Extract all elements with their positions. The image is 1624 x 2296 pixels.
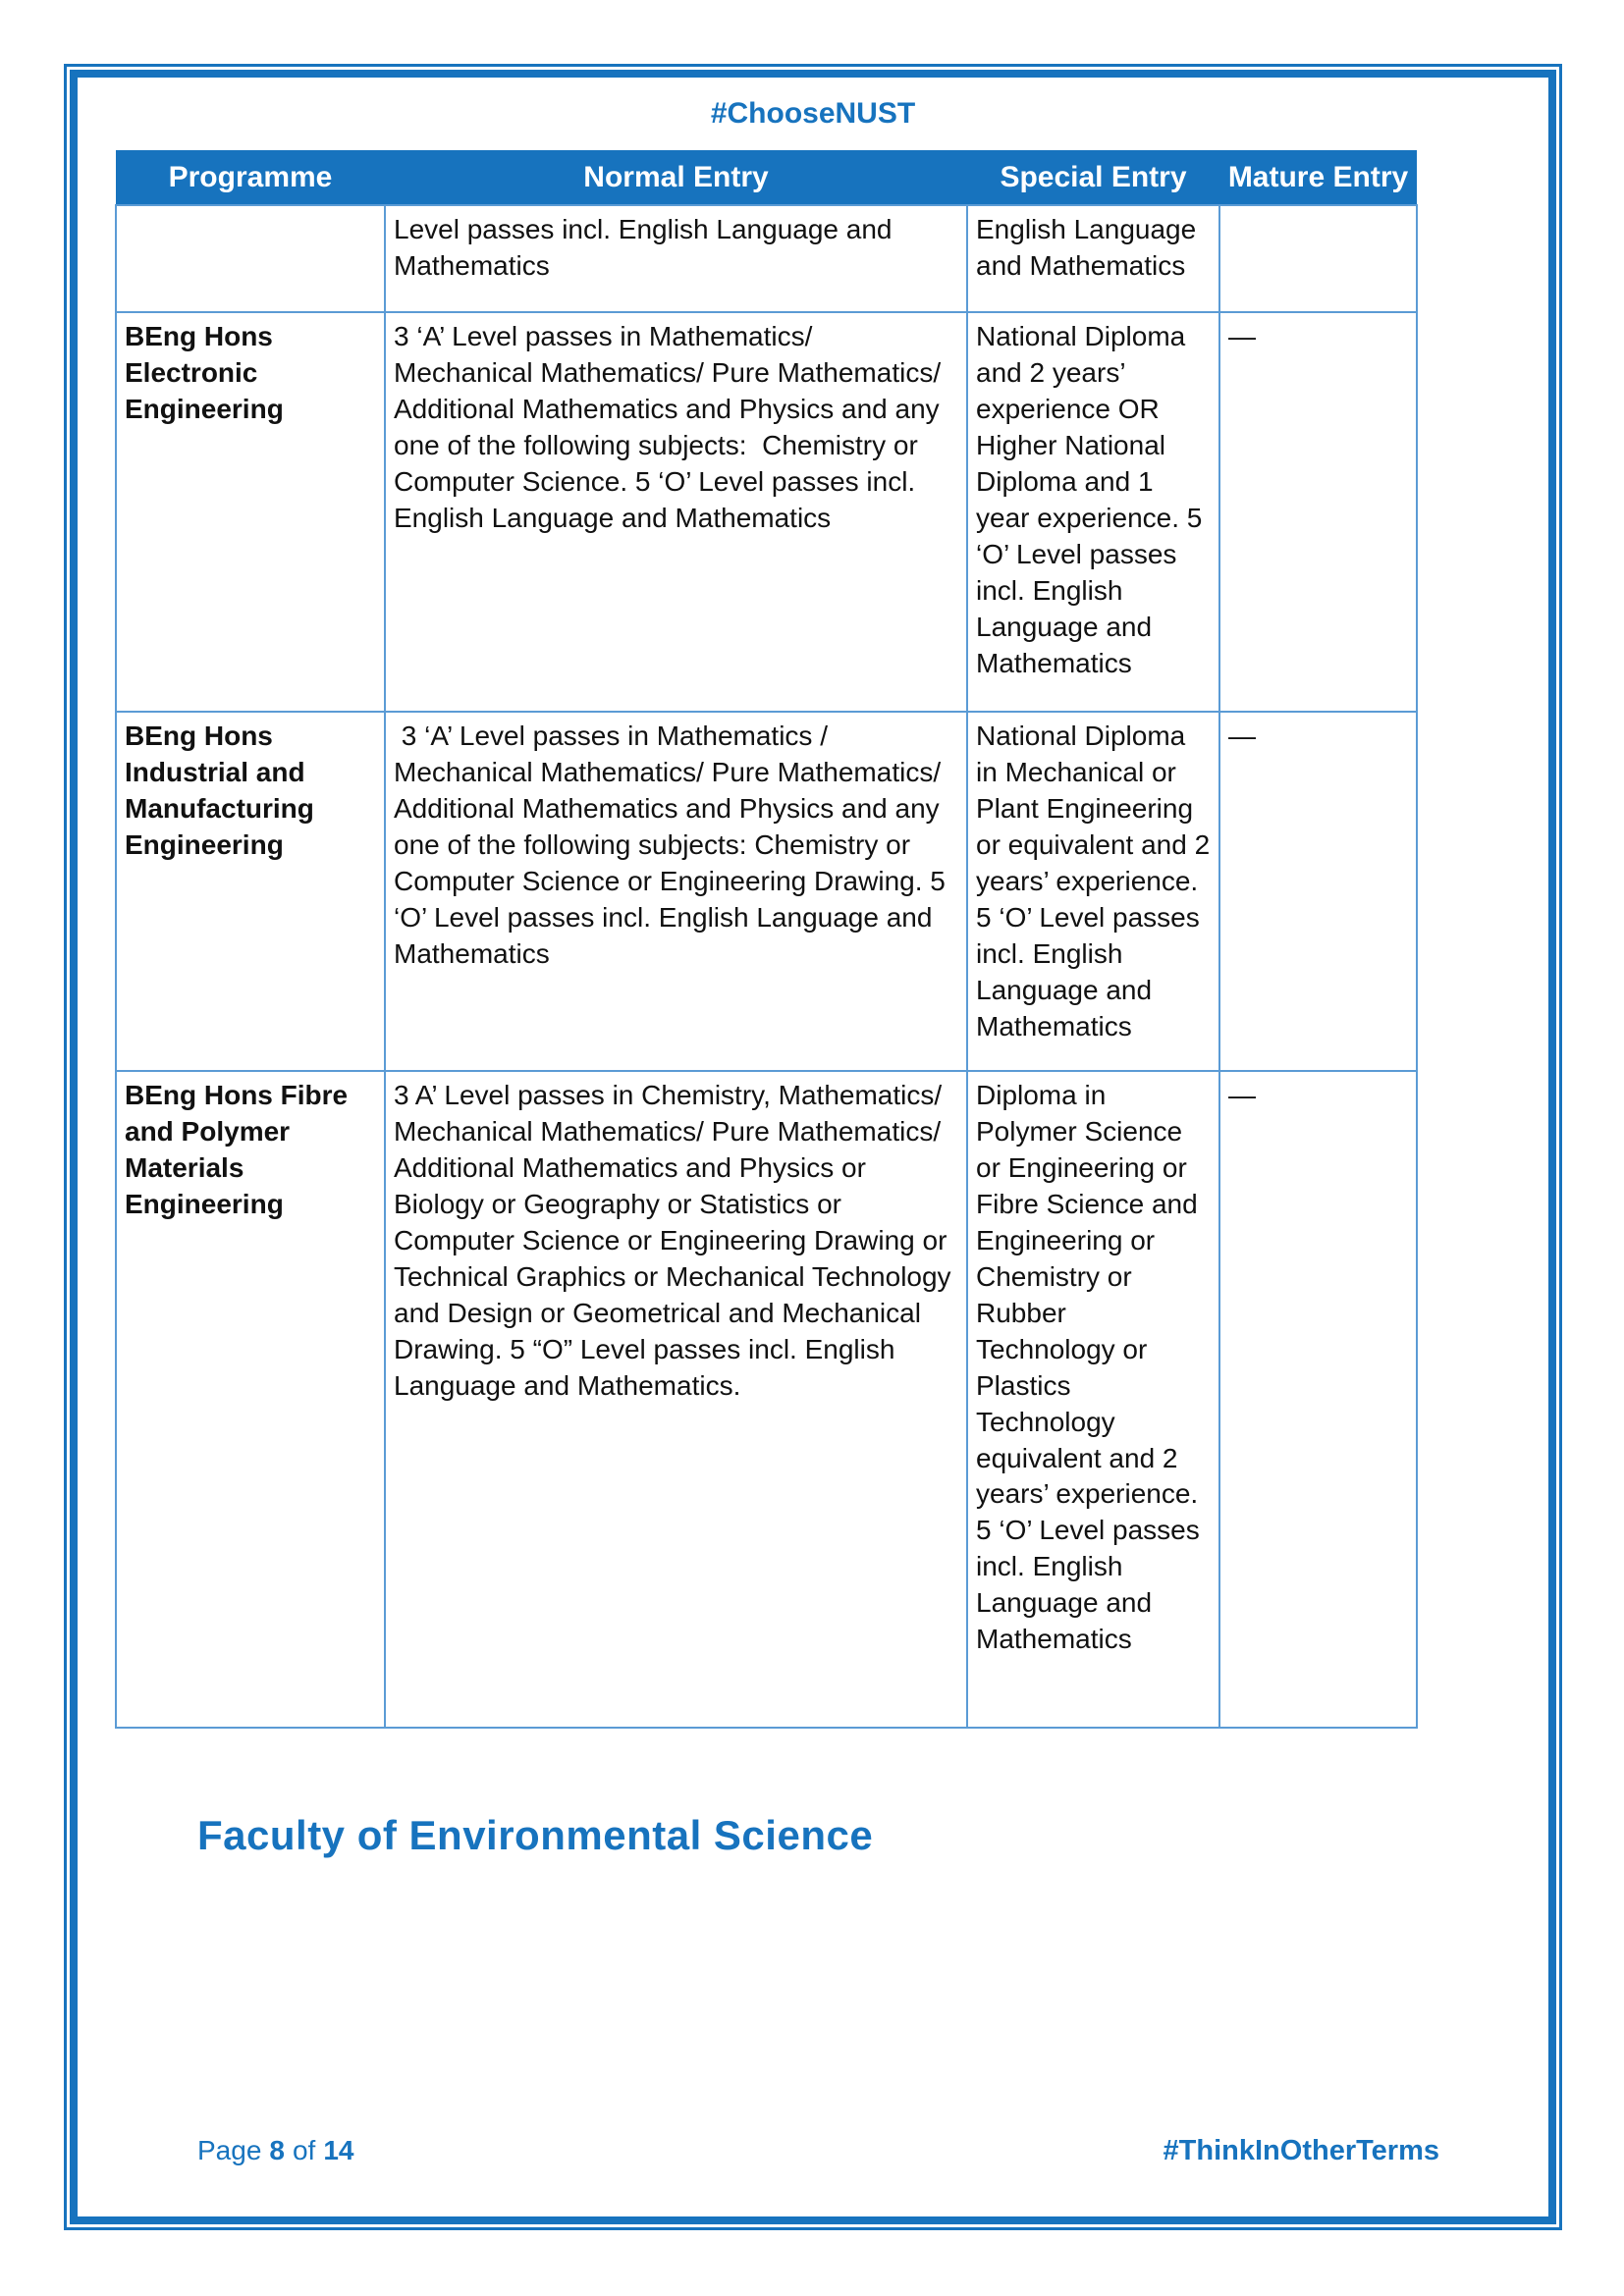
mature-entry-cell: — [1219,712,1417,1071]
normal-entry-cell: 3 ‘A’ Level passes in Mathematics/ Mechanical Mathematics/ Pure Mathematics/ Additional Mathematics and Physics and any one of the following subjects: Chemistry or Computer Science. 5 ‘O’ Level passes incl. English Language and Mathematics [385,312,967,712]
table-row [116,312,1417,712]
programme-cell: BEng Hons Electronic Engineering [116,312,385,712]
table-row [116,205,1417,312]
special-entry-cell: National Diploma in Mechanical or Plant Engineering or equivalent and 2 years’ experience. 5 ‘O’ Level passes incl. English Language and Mathematics [967,712,1219,1071]
column-header-mature-entry: Mature Entry [1219,150,1417,205]
special-entry-cell: Diploma in Polymer Science or Engineering or Fibre Science and Engineering or Chemistry or Rubber Technology or Plastics Technology equivalent and 2 years’ experience. 5 ‘O’ Level passes incl. English Language and Mathematics [967,1071,1219,1728]
of-label: of [292,2135,316,2165]
faculty-section-heading: Faculty of Environmental Science [197,1812,874,1858]
programme-cell: BEng Hons Industrial and Manufacturing Engineering [116,712,385,1071]
table-header-row [116,150,1417,205]
total-pages: 14 [323,2135,354,2165]
normal-entry-cell: 3 A’ Level passes in Chemistry, Mathematics/ Mechanical Mathematics/ Pure Mathematics/ Additional Mathematics and Physics or Biology or Geography or Statistics or Computer Science or Engineering Drawing or Technical Graphics or Mechanical Technology and Design or Geometrical and Mechanical Drawing. 5 “O” Level passes incl. English Language and Mathematics. [385,1071,967,1728]
mature-entry-cell: — [1219,312,1417,712]
normal-entry-cell: Level passes incl. English Language and Mathematics [385,205,967,312]
table-row [116,712,1417,1071]
column-header-special-entry: Special Entry [967,150,1219,205]
entry-requirements-table [115,150,1418,1729]
page-number: 8 [269,2135,285,2165]
footer-hashtag: #ThinkInOtherTerms [1163,2135,1439,2166]
doc-hashtag: #ChooseNUST [710,97,916,130]
normal-entry-cell: 3 ‘A’ Level passes in Mathematics / Mechanical Mathematics/ Pure Mathematics/ Additional Mathematics and Physics and any one of the following subjects: Chemistry or Computer Science or Engineering Drawing. 5 ‘O’ Level passes incl. English Language and Mathematics [385,712,967,1071]
page-label: Page [197,2135,262,2165]
column-header-normal-entry: Normal Entry [385,150,967,205]
page-border-outer [64,64,1562,2230]
page-border-inner [70,70,1556,2224]
page-content [78,78,1548,2216]
mature-entry-cell [1219,205,1417,312]
programme-cell: BEng Hons Fibre and Polymer Materials Engineering [116,1071,385,1728]
page-number-indicator [197,2135,362,2166]
special-entry-cell: English Language and Mathematics [967,205,1219,312]
programme-cell [116,205,385,312]
page-footer [197,2135,1439,2167]
mature-entry-cell: — [1219,1071,1417,1728]
table-row [116,1071,1417,1728]
special-entry-cell: National Diploma and 2 years’ experience OR Higher National Diploma and 1 year experience. 5 ‘O’ Level passes incl. English Language and Mathematics [967,312,1219,712]
column-header-programme: Programme [116,150,385,205]
